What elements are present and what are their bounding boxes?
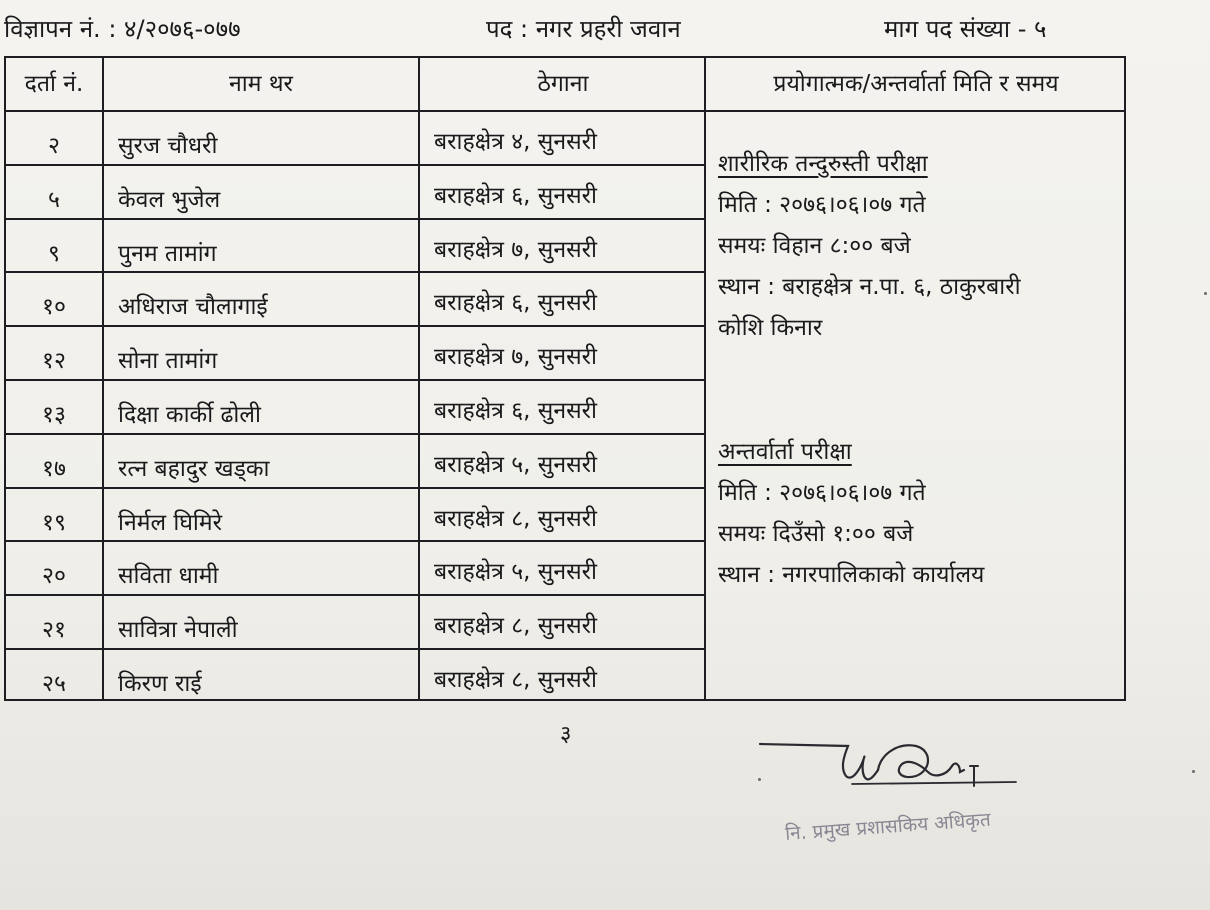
cell-name: दिक्षा कार्की ढोली [118,402,261,428]
cell-name: सावित्रा नेपाली [118,617,238,644]
row-divider [6,325,704,327]
cell-address: बराहक्षेत्र ५, सुनसरी [434,451,598,478]
physical-test-place: स्थान : बराहक्षेत्र न.पा. ६, ठाकुरबारी [718,274,1021,300]
row-divider [6,487,704,489]
cell-reg-no: १९ [42,509,66,536]
cell-address: बराहक्षेत्र ७, सुनसरी [434,236,598,263]
row-divider [6,594,704,596]
row-divider [6,218,704,220]
post-title: पद : नगर प्रहरी जवान [486,15,681,43]
cell-address: बराहक्षेत्र ६, सुनसरी [434,290,598,317]
physical-test-place-cont: कोशि किनार [718,315,823,341]
signature [756,726,1036,806]
interview-time: समयः दिउँसो १:०० बजे [718,521,914,547]
cell-reg-no: २ [48,133,60,159]
column-header-name: नाम थर [229,71,293,97]
cell-name: केवल भुजेल [118,186,221,213]
row-divider [6,379,704,381]
signatory-title: नि. प्रमुख प्रशासकिय अधिकृत [784,808,992,846]
row-divider [6,433,704,435]
cell-reg-no: ९ [48,240,60,267]
row-divider [6,648,704,650]
cell-address: बराहक्षेत्र ८, सुनसरी [434,667,598,693]
column-divider [704,58,706,699]
cell-reg-no: २१ [42,617,66,644]
column-header-address: ठेगाना [537,71,589,97]
cell-reg-no: ५ [48,186,60,213]
paper-speck [758,778,761,781]
cell-address: बराहक्षेत्र ६, सुनसरी [434,398,598,424]
row-divider [6,271,704,273]
cell-name: निर्मल घिमिरे [118,509,223,536]
cell-name: सुरज चौधरी [118,133,218,159]
cell-address: बराहक्षेत्र ४, सुनसरी [434,129,598,155]
cell-name: सविता धामी [118,563,219,590]
cell-reg-no: १२ [42,348,66,375]
interview-place: स्थान : नगरपालिकाको कार्यालय [718,562,985,588]
paper-speck [1204,292,1207,295]
candidate-table [4,56,1126,701]
cell-reg-no: १० [42,294,66,321]
interview-title: अन्तर्वार्ता परीक्षा [718,439,852,465]
cell-address: बराहक्षेत्र ८, सुनसरी [434,505,598,532]
advertisement-number: विज्ञापन नं. : ४/२०७६-०७७ [4,15,241,43]
cell-reg-no: १७ [42,455,66,482]
cell-name: अधिराज चौलागाई [118,294,268,321]
column-header-reg-no: दर्ता नं. [24,71,84,97]
paper-speck [1192,770,1195,773]
cell-name: रत्न बहादुर खड्का [118,455,270,482]
cell-reg-no: २० [42,563,66,590]
cell-address: बराहक्षेत्र ५, सुनसरी [434,559,598,586]
cell-name: सोना तामांग [118,348,218,375]
column-header-schedule: प्रयोगात्मक/अन्तर्वार्ता मिति र समय [773,71,1059,97]
row-divider [6,164,704,166]
page-number: ३ [560,722,572,747]
row-divider [6,540,704,542]
physical-test-title: शारीरिक तन्दुरुस्ती परीक्षा [718,151,928,177]
header-divider [6,110,1124,112]
cell-reg-no: १३ [42,402,66,428]
cell-reg-no: २५ [42,671,66,697]
cell-name: पुनम तामांग [118,240,217,267]
physical-test-date: मिति : २०७६।०६।०७ गते [718,192,926,218]
interview-date: मिति : २०७६।०६।०७ गते [718,480,926,506]
interview-block [718,432,984,596]
demand-count: माग पद संख्या - ५ [884,15,1047,43]
physical-test-time: समयः विहान ८:०० बजे [718,233,911,259]
physical-test-block [718,144,1021,349]
cell-address: बराहक्षेत्र ८, सुनसरी [434,613,598,640]
cell-name: किरण राई [118,671,202,697]
cell-address: बराहक्षेत्र ७, सुनसरी [434,344,598,371]
cell-address: बराहक्षेत्र ६, सुनसरी [434,182,598,209]
